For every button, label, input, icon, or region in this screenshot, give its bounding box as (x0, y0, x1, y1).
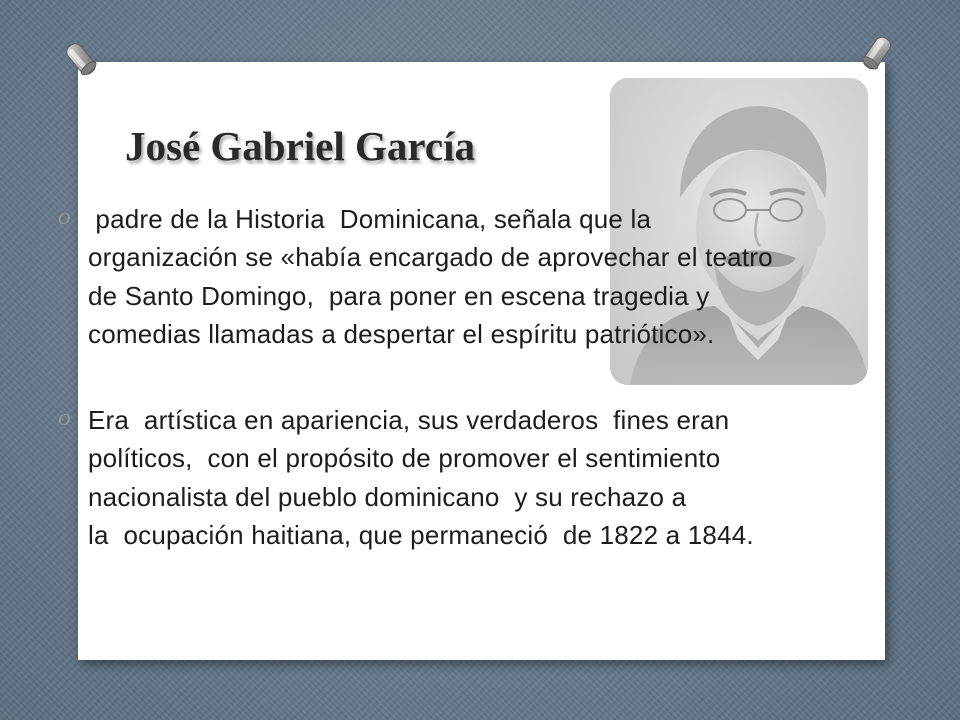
bullet-line: nacionalista del pueblo dominicano y su rechazo a (88, 481, 687, 512)
pushpin-right-icon (854, 30, 900, 76)
bullet-line: políticos, con el propósito de promover el sentimiento (88, 443, 721, 474)
bullet-item (58, 200, 878, 354)
letter-o-bullet-icon: O (58, 410, 71, 429)
bullet-line: organización se «había encargado de aprovechar el teatro (88, 242, 773, 273)
letter-o-bullet-icon: O (58, 209, 71, 228)
bullet-line: Era artística en apariencia, sus verdaderos fines eran (88, 405, 730, 435)
bullet-line: la ocupación haitiana, que permaneció de 1822 a 1844. (88, 520, 754, 551)
slide-title: José Gabriel García (125, 123, 475, 169)
bullet-line: padre de la Historia Dominicana, señala que la (88, 204, 652, 234)
pushpin-left-icon (58, 36, 104, 82)
bullet-line: de Santo Domingo, para poner en escena tragedia y (88, 280, 710, 311)
bullet-line: comedias llamadas a despertar el espíritu patriótico». (88, 319, 715, 350)
bullet-item (58, 401, 878, 555)
